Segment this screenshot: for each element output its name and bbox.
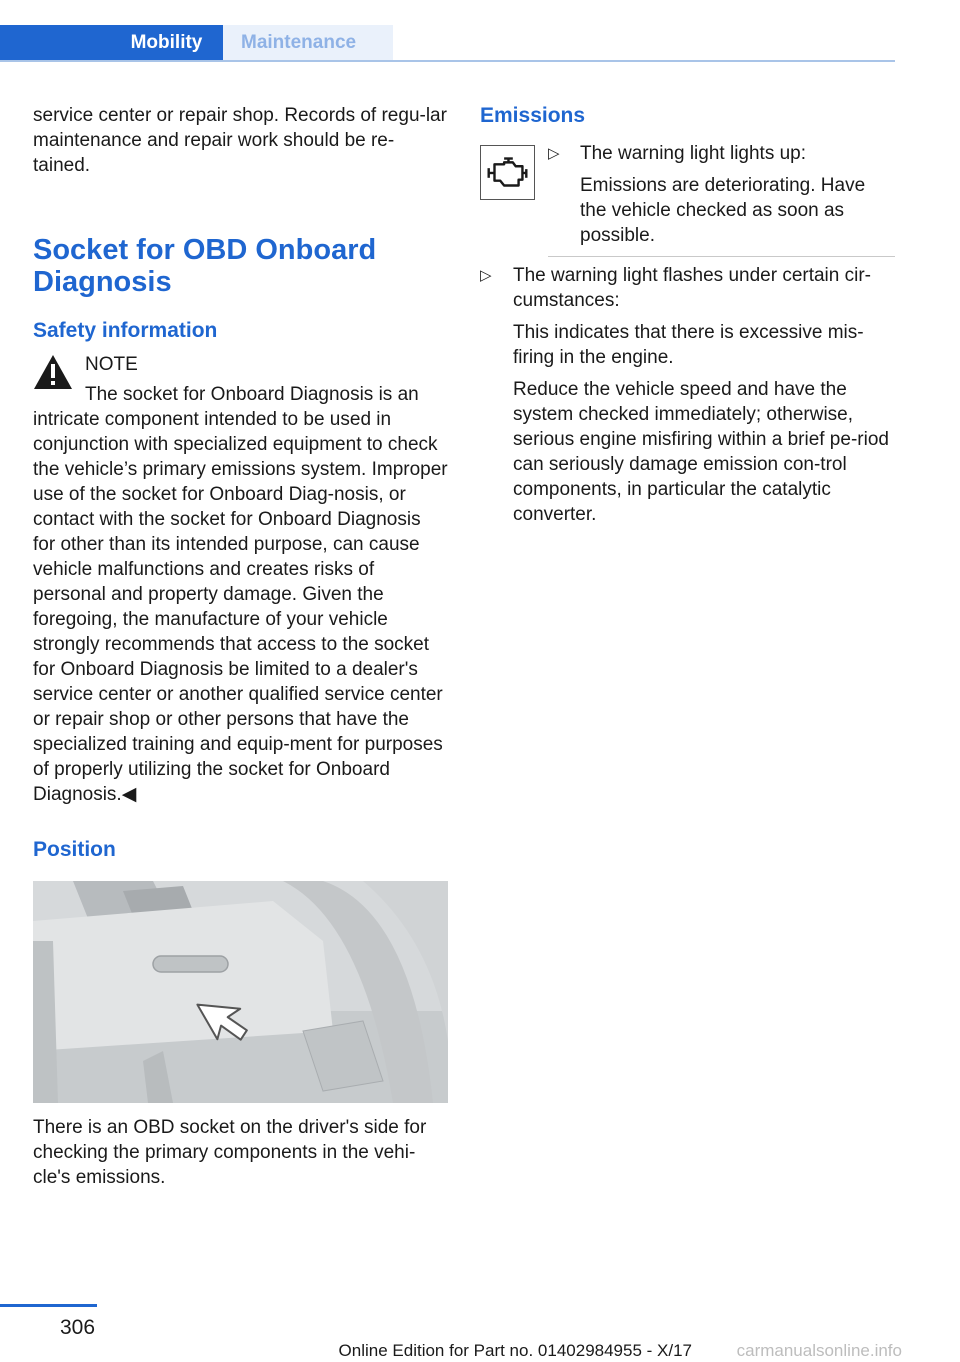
obd-position-illustration — [33, 881, 448, 1103]
emissions-heading: Emissions — [480, 104, 586, 127]
footer-edition: Online Edition for Part no. 01402984955 - X/17 — [338, 1341, 692, 1360]
item2-sub2: Reduce the vehicle speed and have the system checked immediately; otherwise, serious engine misfiring within a brief pe‐riod can seriously damage emission con‐trol components, in particular the catalytic converter. — [513, 379, 889, 525]
header-divider — [0, 60, 895, 62]
item1-sub: Emissions are deteriorating. Have the vehicle checked as soon as possible. — [580, 175, 866, 246]
right-column — [480, 103, 895, 527]
footer-rule — [0, 1304, 97, 1307]
position-caption: There is an OBD socket on the driver's side for checking the primary components in the vehi‐cle's emissions. — [33, 1117, 427, 1188]
page-header — [0, 25, 895, 61]
bullet-icon: ▷ — [548, 145, 560, 162]
left-column — [33, 103, 448, 1190]
item2-text: The warning light flashes under certain cir‐cumstances: — [513, 265, 872, 311]
position-heading: Position — [33, 838, 116, 861]
safety-heading: Safety information — [33, 319, 218, 342]
section-title: Socket for OBD Onboard Diagnosis — [33, 234, 377, 298]
list-item — [480, 263, 895, 527]
list-item — [480, 141, 895, 248]
safety-note — [33, 352, 448, 807]
note-first-line: The socket for Onboard Diagnosis is an — [85, 384, 419, 405]
footer-watermark: carmanualsonline.info — [736, 1341, 902, 1360]
item2-sub1: This indicates that there is excessive mis‐firing in the engine. — [513, 322, 864, 368]
divider — [548, 256, 895, 257]
note-body: intricate component intended to be used in conjunction with specialized equipment to check the vehicle’s primary emissions system. Improper use of the socket for Onboard Diag‐nosis, or contact with the socket for Onboard Diagnosis for other than its intended purpose, can cause vehicle malfunctions and creates risks of personal and property damage. Given the foregoing, the manufacture of your vehicle strongly recommends that access to the socket for Onboard Diagnosis be limited to a dealer's service center or another qualified service center or repair shop or other persons that have the specialized training and equip‐ment for purposes of properly utilizing the socket for Onboard Diagnosis.◀ — [33, 409, 448, 805]
bullet-icon: ▷ — [480, 267, 492, 284]
item1-text: The warning light lights up: — [580, 143, 807, 164]
check-engine-icon — [480, 145, 535, 200]
page-number: 306 — [60, 1316, 96, 1339]
note-label: NOTE — [85, 354, 138, 375]
tab-maintenance[interactable]: Maintenance — [223, 25, 393, 60]
tab-mobility[interactable]: Mobility — [0, 25, 223, 61]
warning-triangle-icon — [33, 354, 73, 390]
intro-paragraph: service center or repair shop. Records of regu‐lar maintenance and repair work should be re‐tained. — [33, 105, 447, 176]
